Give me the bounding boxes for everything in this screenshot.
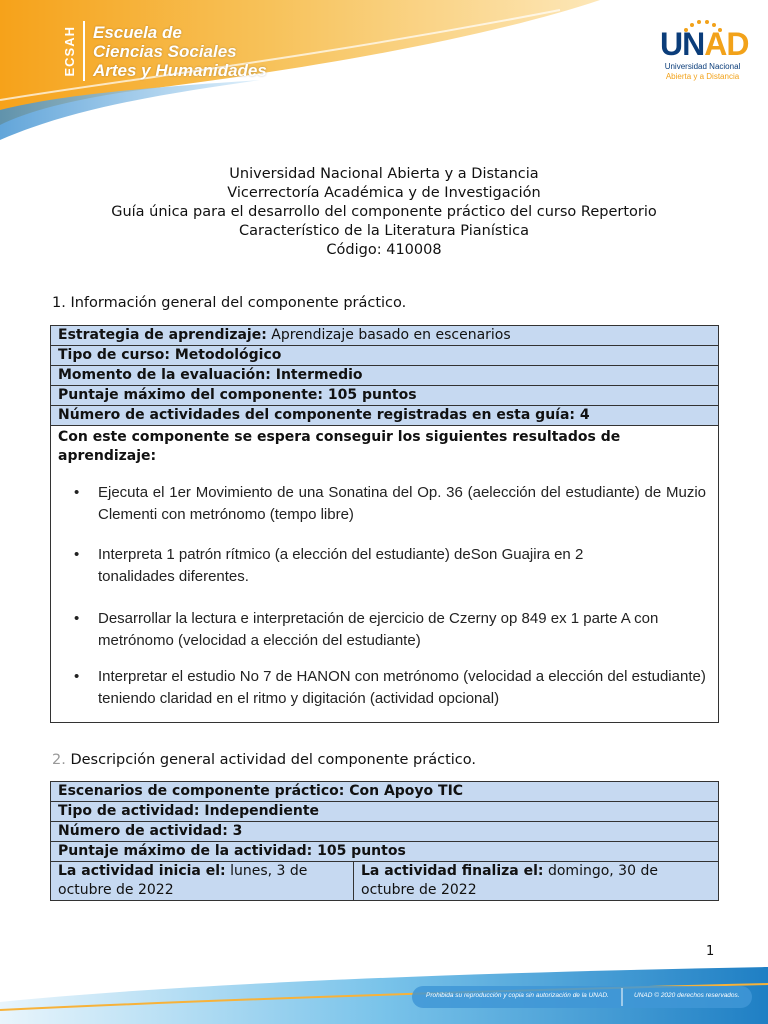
table-row xyxy=(51,782,719,802)
table-row xyxy=(51,346,719,366)
ecsah-abbrev: ECSAH xyxy=(62,25,77,77)
table-cell: Tipo de curso: Metodológico xyxy=(51,346,719,366)
unad-logo xyxy=(660,18,749,82)
page-number: 1 xyxy=(706,944,715,959)
logo-divider xyxy=(83,21,85,81)
table-cell: Momento de la evaluación: Intermedio xyxy=(51,366,719,386)
table-row xyxy=(51,426,719,723)
school-line-1: Escuela de xyxy=(93,22,182,42)
list-item: • Interpreta 1 patrón rítmico (a elección del estudiante) deSon Guajira en 2 tonalidades diferentes. xyxy=(74,546,584,585)
school-line-2: Ciencias Sociales xyxy=(93,41,237,61)
title-line-2: Vicerrectoría Académica y de Investigación xyxy=(227,185,541,201)
table-cell: Número de actividades del componente registradas en esta guía: 4 xyxy=(51,406,719,426)
activity-end-cell: La actividad finaliza el: domingo, 30 de octubre de 2022 xyxy=(354,862,719,901)
outcomes-intro: Con este componente se espera conseguir los siguientes resultados de aprendizaje: xyxy=(58,429,621,464)
footer-copyright-notice: Prohibida su reproducción y copia sin autorización de la UNAD. xyxy=(426,992,609,999)
title-line-3: Guía única para el desarrollo del componente práctico del curso Repertorio xyxy=(111,204,657,220)
table-row xyxy=(51,406,719,426)
ecsah-logo xyxy=(62,20,267,82)
section-2-heading: 2. Descripción general actividad del componente práctico. xyxy=(52,752,476,768)
bullet-icon: • xyxy=(74,546,80,563)
section-1-heading: 1. Información general del componente práctico. xyxy=(52,295,407,311)
unad-wordmark: UNAD xyxy=(660,26,749,62)
table-cell: Número de actividad: 3 xyxy=(51,822,719,842)
table-row xyxy=(51,842,719,862)
table-cell: Puntaje máximo de la actividad: 105 puntos xyxy=(51,842,719,862)
table-cell: Estrategia de aprendizaje: Aprendizaje basado en escenarios xyxy=(51,326,719,346)
title-line-4: Característico de la Literatura Pianística xyxy=(239,223,529,239)
document-title xyxy=(0,165,768,260)
table-row xyxy=(51,326,719,346)
table-cell: Puntaje máximo del componente: 105 puntos xyxy=(51,386,719,406)
school-name xyxy=(93,23,267,80)
list-item: • Desarrollar la lectura e interpretación de ejercicio de Czerny op 849 ex 1 parte A con metrónomo (velocidad a elección del estudiante) xyxy=(74,610,659,649)
table-row xyxy=(51,862,719,901)
activity-start-cell: La actividad inicia el: lunes, 3 de octubre de 2022 xyxy=(51,862,354,901)
title-line-5: Código: 410008 xyxy=(326,242,442,258)
learning-outcomes-cell xyxy=(51,426,719,723)
school-line-3: Artes y Humanidades xyxy=(93,60,267,80)
unad-subtitle-2: Abierta y a Distancia xyxy=(665,72,740,81)
table-row xyxy=(51,386,719,406)
list-item: • Ejecuta el 1er Movimiento de una Sonatina del Op. 36 (aelección del estudiante) de Muzio Clementi con metrónomo (tempo libre) xyxy=(74,484,706,523)
table-row xyxy=(51,822,719,842)
activity-info-table xyxy=(50,781,719,901)
footer-rights: UNAD © 2020 derechos reservados. xyxy=(634,992,740,999)
table-cell: Escenarios de componente práctico: Con Apoyo TIC xyxy=(51,782,719,802)
bullet-icon: • xyxy=(74,484,80,501)
table-cell: Tipo de actividad: Independiente xyxy=(51,802,719,822)
bullet-icon: • xyxy=(74,610,80,627)
title-line-1: Universidad Nacional Abierta y a Distancia xyxy=(229,166,539,182)
unad-subtitle-1: Universidad Nacional xyxy=(664,62,741,71)
table-row xyxy=(51,802,719,822)
component-info-table xyxy=(50,325,719,723)
bullet-icon: • xyxy=(74,668,80,685)
list-item: • Interpretar el estudio No 7 de HANON con metrónomo (velocidad a elección del estudiante) teniendo claridad en el ritmo y digitación (actividad opcional) xyxy=(74,668,706,707)
table-row xyxy=(51,366,719,386)
